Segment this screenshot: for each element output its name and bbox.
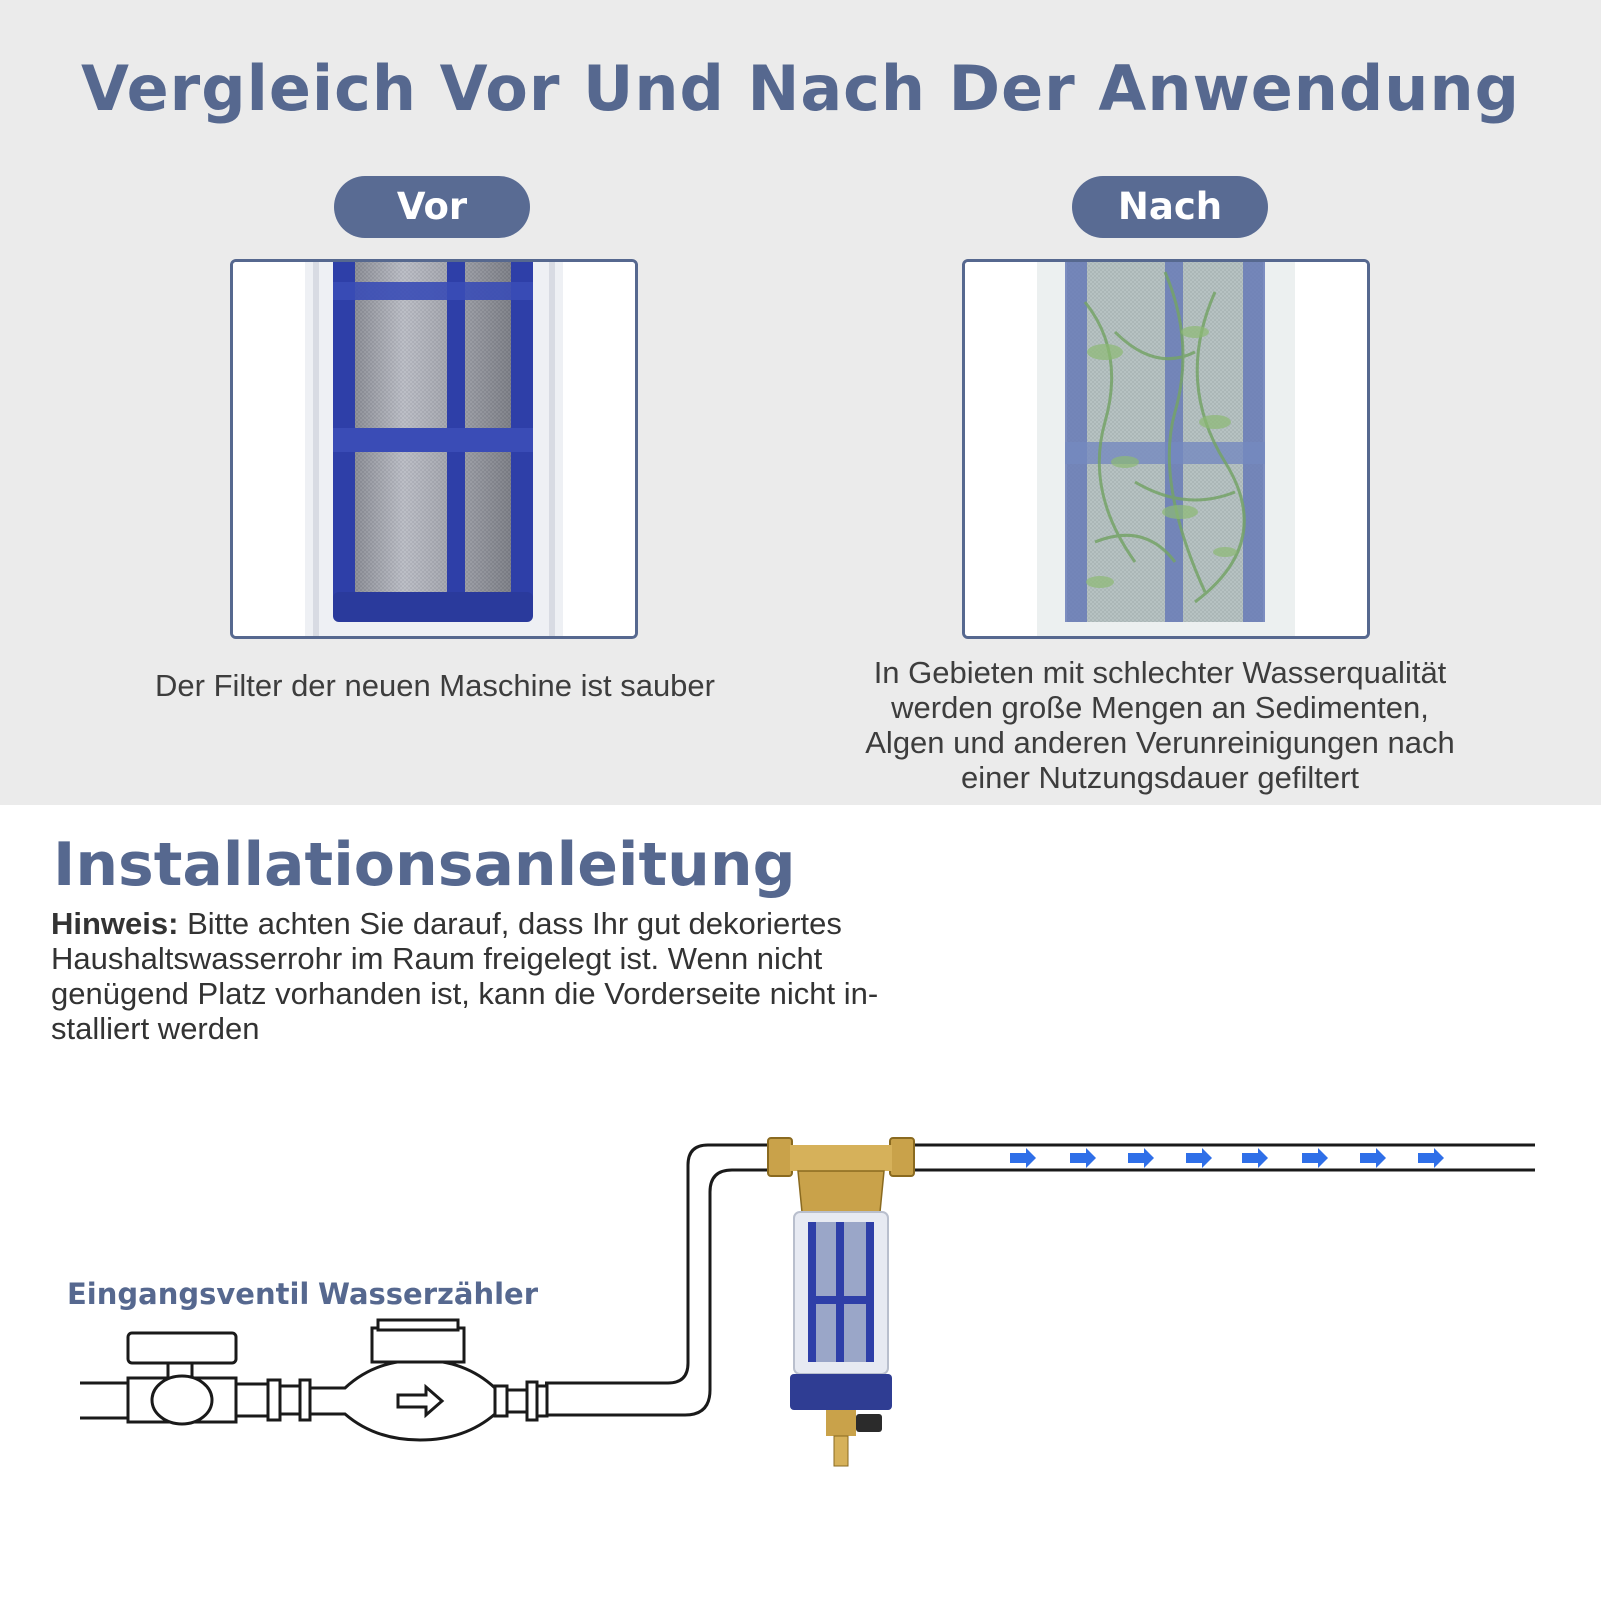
inlet-valve-icon — [128, 1333, 310, 1424]
installation-diagram — [0, 1100, 1601, 1500]
after-caption-line: einer Nutzungsdauer gefiltert — [960, 760, 1360, 795]
inlet-valve-label: Eingangsventil — [67, 1277, 310, 1311]
water-meter-icon — [310, 1320, 547, 1440]
installation-note — [51, 906, 1011, 1046]
note-label: Hinweis: — [51, 906, 179, 941]
note-text: Bitte achten Sie darauf, dass Ihr gut dekoriertes — [178, 906, 842, 941]
before-caption: Der Filter der neuen Maschine ist sauber — [155, 668, 715, 703]
note-line: stalliert werden — [51, 1011, 260, 1046]
note-line — [51, 906, 1011, 941]
comparison-title: Vergleich Vor Und Nach Der Anwendung — [81, 52, 1520, 125]
note-line: genügend Platz vorhanden ist, kann die Vorderseite nicht in- — [51, 976, 879, 1011]
filter-unit-icon — [768, 1138, 914, 1466]
after-caption-line: Algen und anderen Verunreinigungen nach — [865, 725, 1455, 760]
before-badge: Vor — [334, 176, 530, 238]
after-caption-line: In Gebieten mit schlechter Wasserqualität — [873, 655, 1447, 690]
flow-arrows — [1010, 1148, 1444, 1168]
water-meter-label: Wasserzähler — [318, 1277, 539, 1311]
after-caption-line: werden große Mengen an Sedimenten, — [891, 690, 1429, 725]
before-filter-image — [230, 259, 638, 639]
after-badge: Nach — [1072, 176, 1268, 238]
note-line: Haushaltswasserrohr im Raum freigelegt ist. Wenn nicht — [51, 941, 823, 976]
installation-title: Installationsanleitung — [53, 830, 796, 900]
after-filter-image — [962, 259, 1370, 639]
after-caption — [800, 655, 1520, 795]
